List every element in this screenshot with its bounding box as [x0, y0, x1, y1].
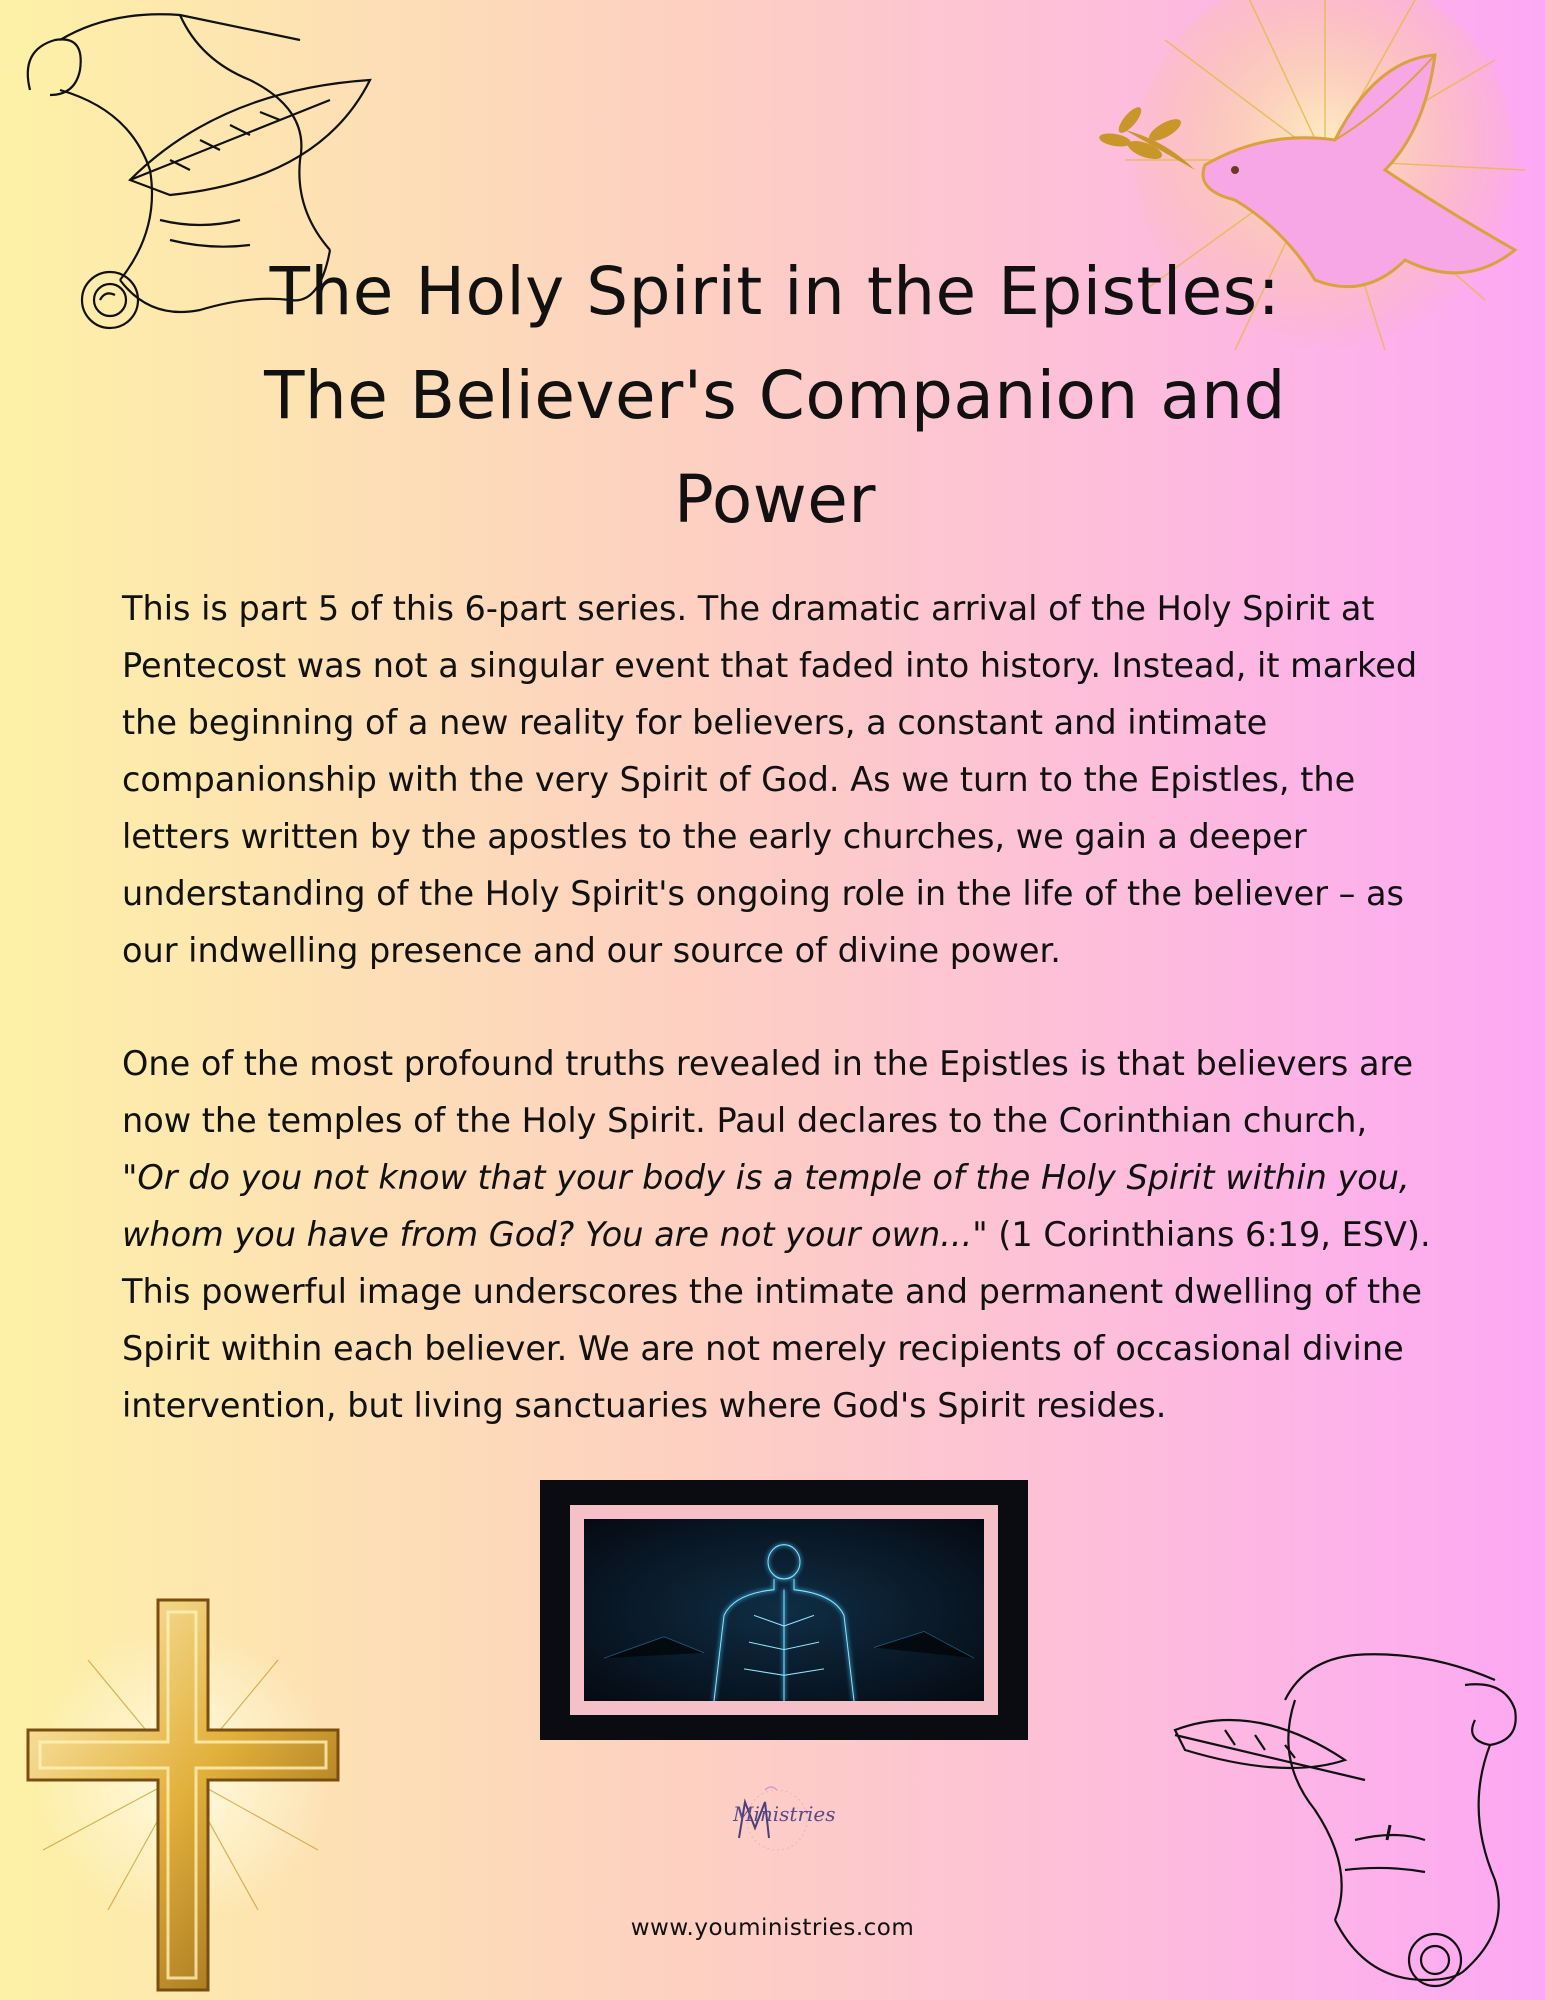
website-url[interactable]: www.youministries.com	[630, 1915, 915, 1941]
temple-paragraph	[122, 1035, 1432, 1434]
image-inner-border	[570, 1505, 998, 1715]
scroll-quill-icon	[1165, 1640, 1545, 2000]
scripture-quote: Or do you not know that your body is a temple of the Holy Spirit within you, whom you have from God? You are not your own...	[122, 1158, 1410, 1254]
ministries-logo	[725, 1780, 836, 1860]
intro-paragraph: This is part 5 of this 6-part series. The dramatic arrival of the Holy Spirit at Pentecost was not a singular event that faded into history. Instead, it marked the beginning of a new reality for believers, a constant and intimate companionship with the very Spirit of God. As we turn to the Epistles, the letters written by the apostles to the early churches, we gain a deeper understanding of the Holy Spirit's ongoing role in the life of the believer – as our indwelling presence and our source of divine power.	[122, 589, 1418, 970]
title-line-1: The Holy Spirit in the Epistles:	[269, 253, 1281, 330]
glowing-body-illustration	[584, 1519, 984, 1701]
title-line-3: Power	[673, 461, 877, 538]
page-title	[240, 240, 1310, 552]
title-line-2: The Believer's Companion and	[264, 357, 1286, 434]
logo-text: Ministries	[733, 1802, 836, 1826]
body-glow-image-frame	[540, 1480, 1028, 1740]
paragraph-text-before-quote: One of the most profound truths revealed in the Epistles is that believers are now the temples of the Holy Spirit. Paul declares to the Corinthian church, "	[122, 1044, 1414, 1197]
paragraph-text-after-quote: " (1 Corinthians 6:19, ESV). This powerful image underscores the intimate and permanent dwelling of the Spirit within each believer. We are not merely recipients of occasional divine intervention, but living sanctuaries where God's Spirit resides.	[122, 1215, 1431, 1425]
